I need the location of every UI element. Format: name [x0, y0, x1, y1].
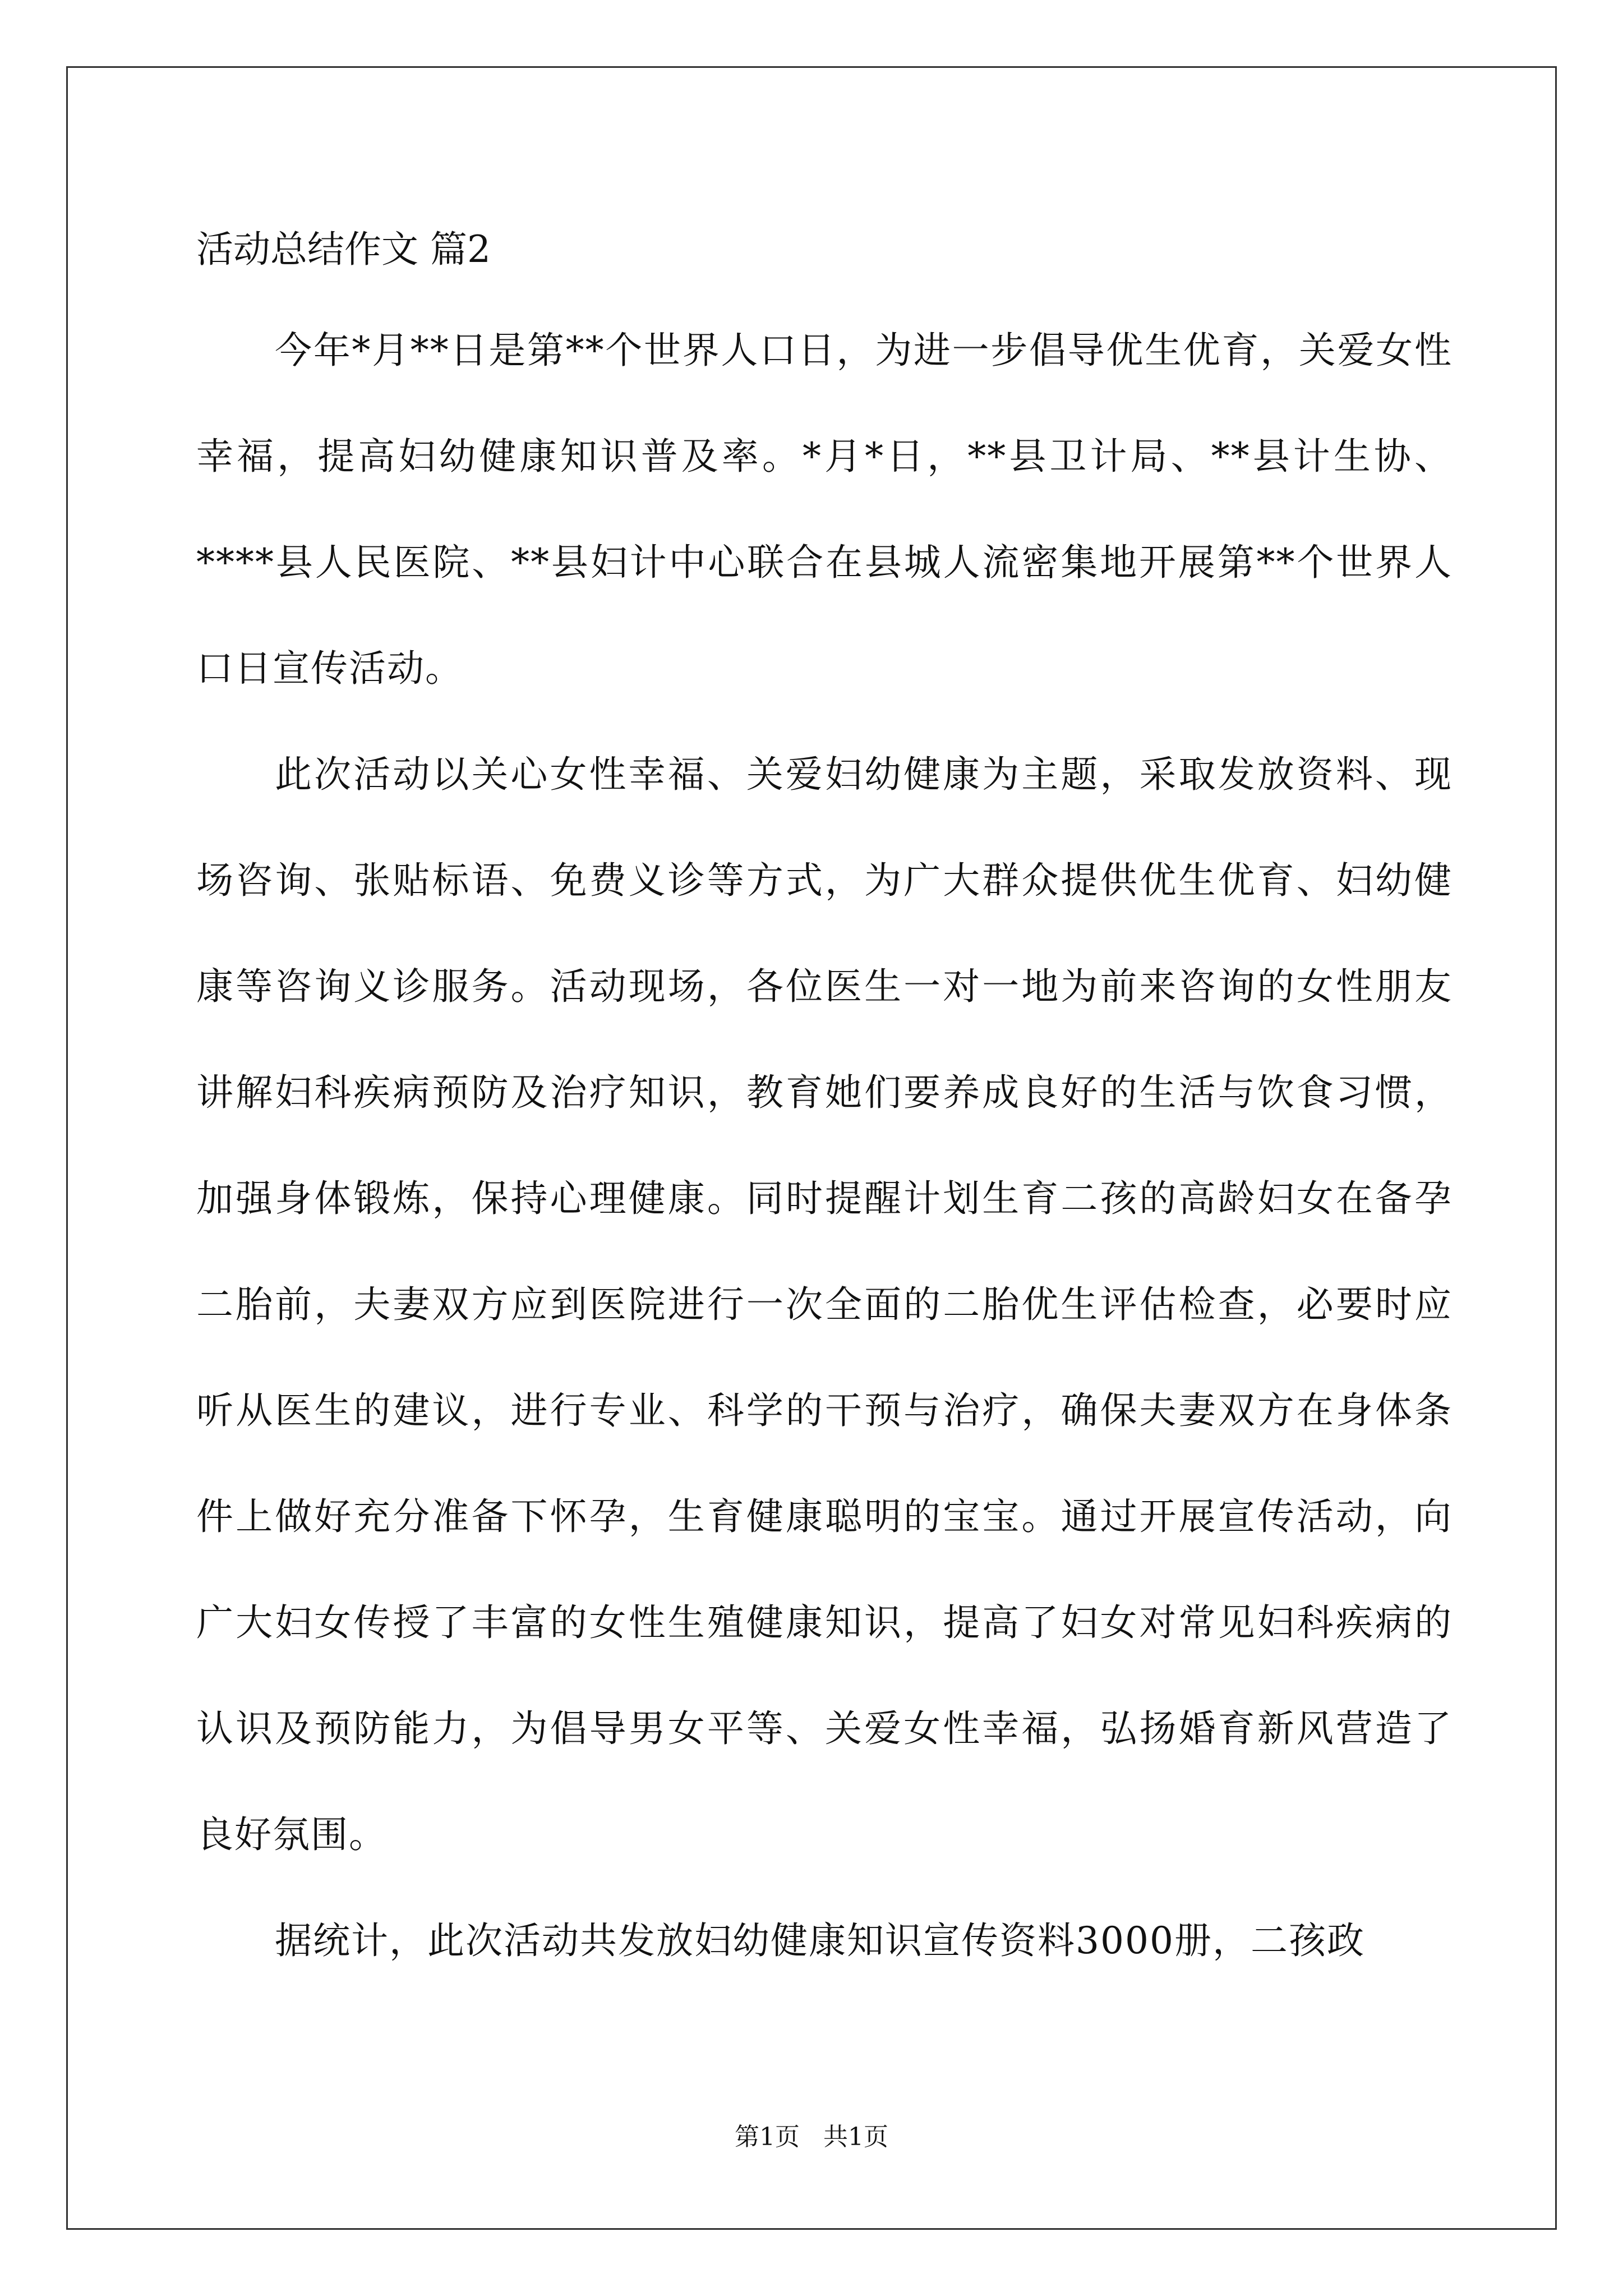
paragraph-2: 此次活动以关心女性幸福、关爱妇幼健康为主题，采取发放资料、现场咨询、张贴标语、免费义诊等方式，为广大群众提供优生优育、妇幼健康等咨询义诊服务。活动现场，各位医生一对一地为前来咨询的女性朋友讲解妇科疾病预防及治疗知识，教育她们要养成良好的生活与饮食习惯，加强身体锻炼，保持心理健康。同时提醒计划生育二孩的高龄妇女在备孕二胎前，夫妻双方应到医院进行一次全面的二胎优生评估检查，必要时应听从医生的建议，进行专业、科学的干预与治疗，确保夫妻双方在身体条件上做好充分准备下怀孕，生育健康聪明的宝宝。通过开展宣传活动，向广大妇女传授了丰富的女性生殖健康知识，提高了妇女对常见妇科疾病的认识及预防能力，为倡导男女平等、关爱女性幸福，弘扬婚育新风营造了良好氛围。: [196, 753, 1453, 1856]
document-body: [196, 202, 1453, 1994]
document-title: 活动总结作文 篇2: [196, 228, 491, 271]
page-footer: [0, 2120, 1623, 2154]
paragraph-1: 今年*月**日是第**个世界人口日，为进一步倡导优生优育，关爱女性幸福，提高妇幼健康知识普及率。*月*日，**县卫计局、**县计生协、****县人民医院、**县妇计中心联合在县城人流密集地开展第**个世界人口日宣传活动。: [196, 329, 1453, 690]
paragraph-3: 据统计，此次活动共发放妇幼健康知识宣传资料3000册，二孩政: [275, 1919, 1365, 1962]
page-number: 第1页: [735, 2123, 800, 2151]
page-total: 共1页: [823, 2123, 888, 2151]
